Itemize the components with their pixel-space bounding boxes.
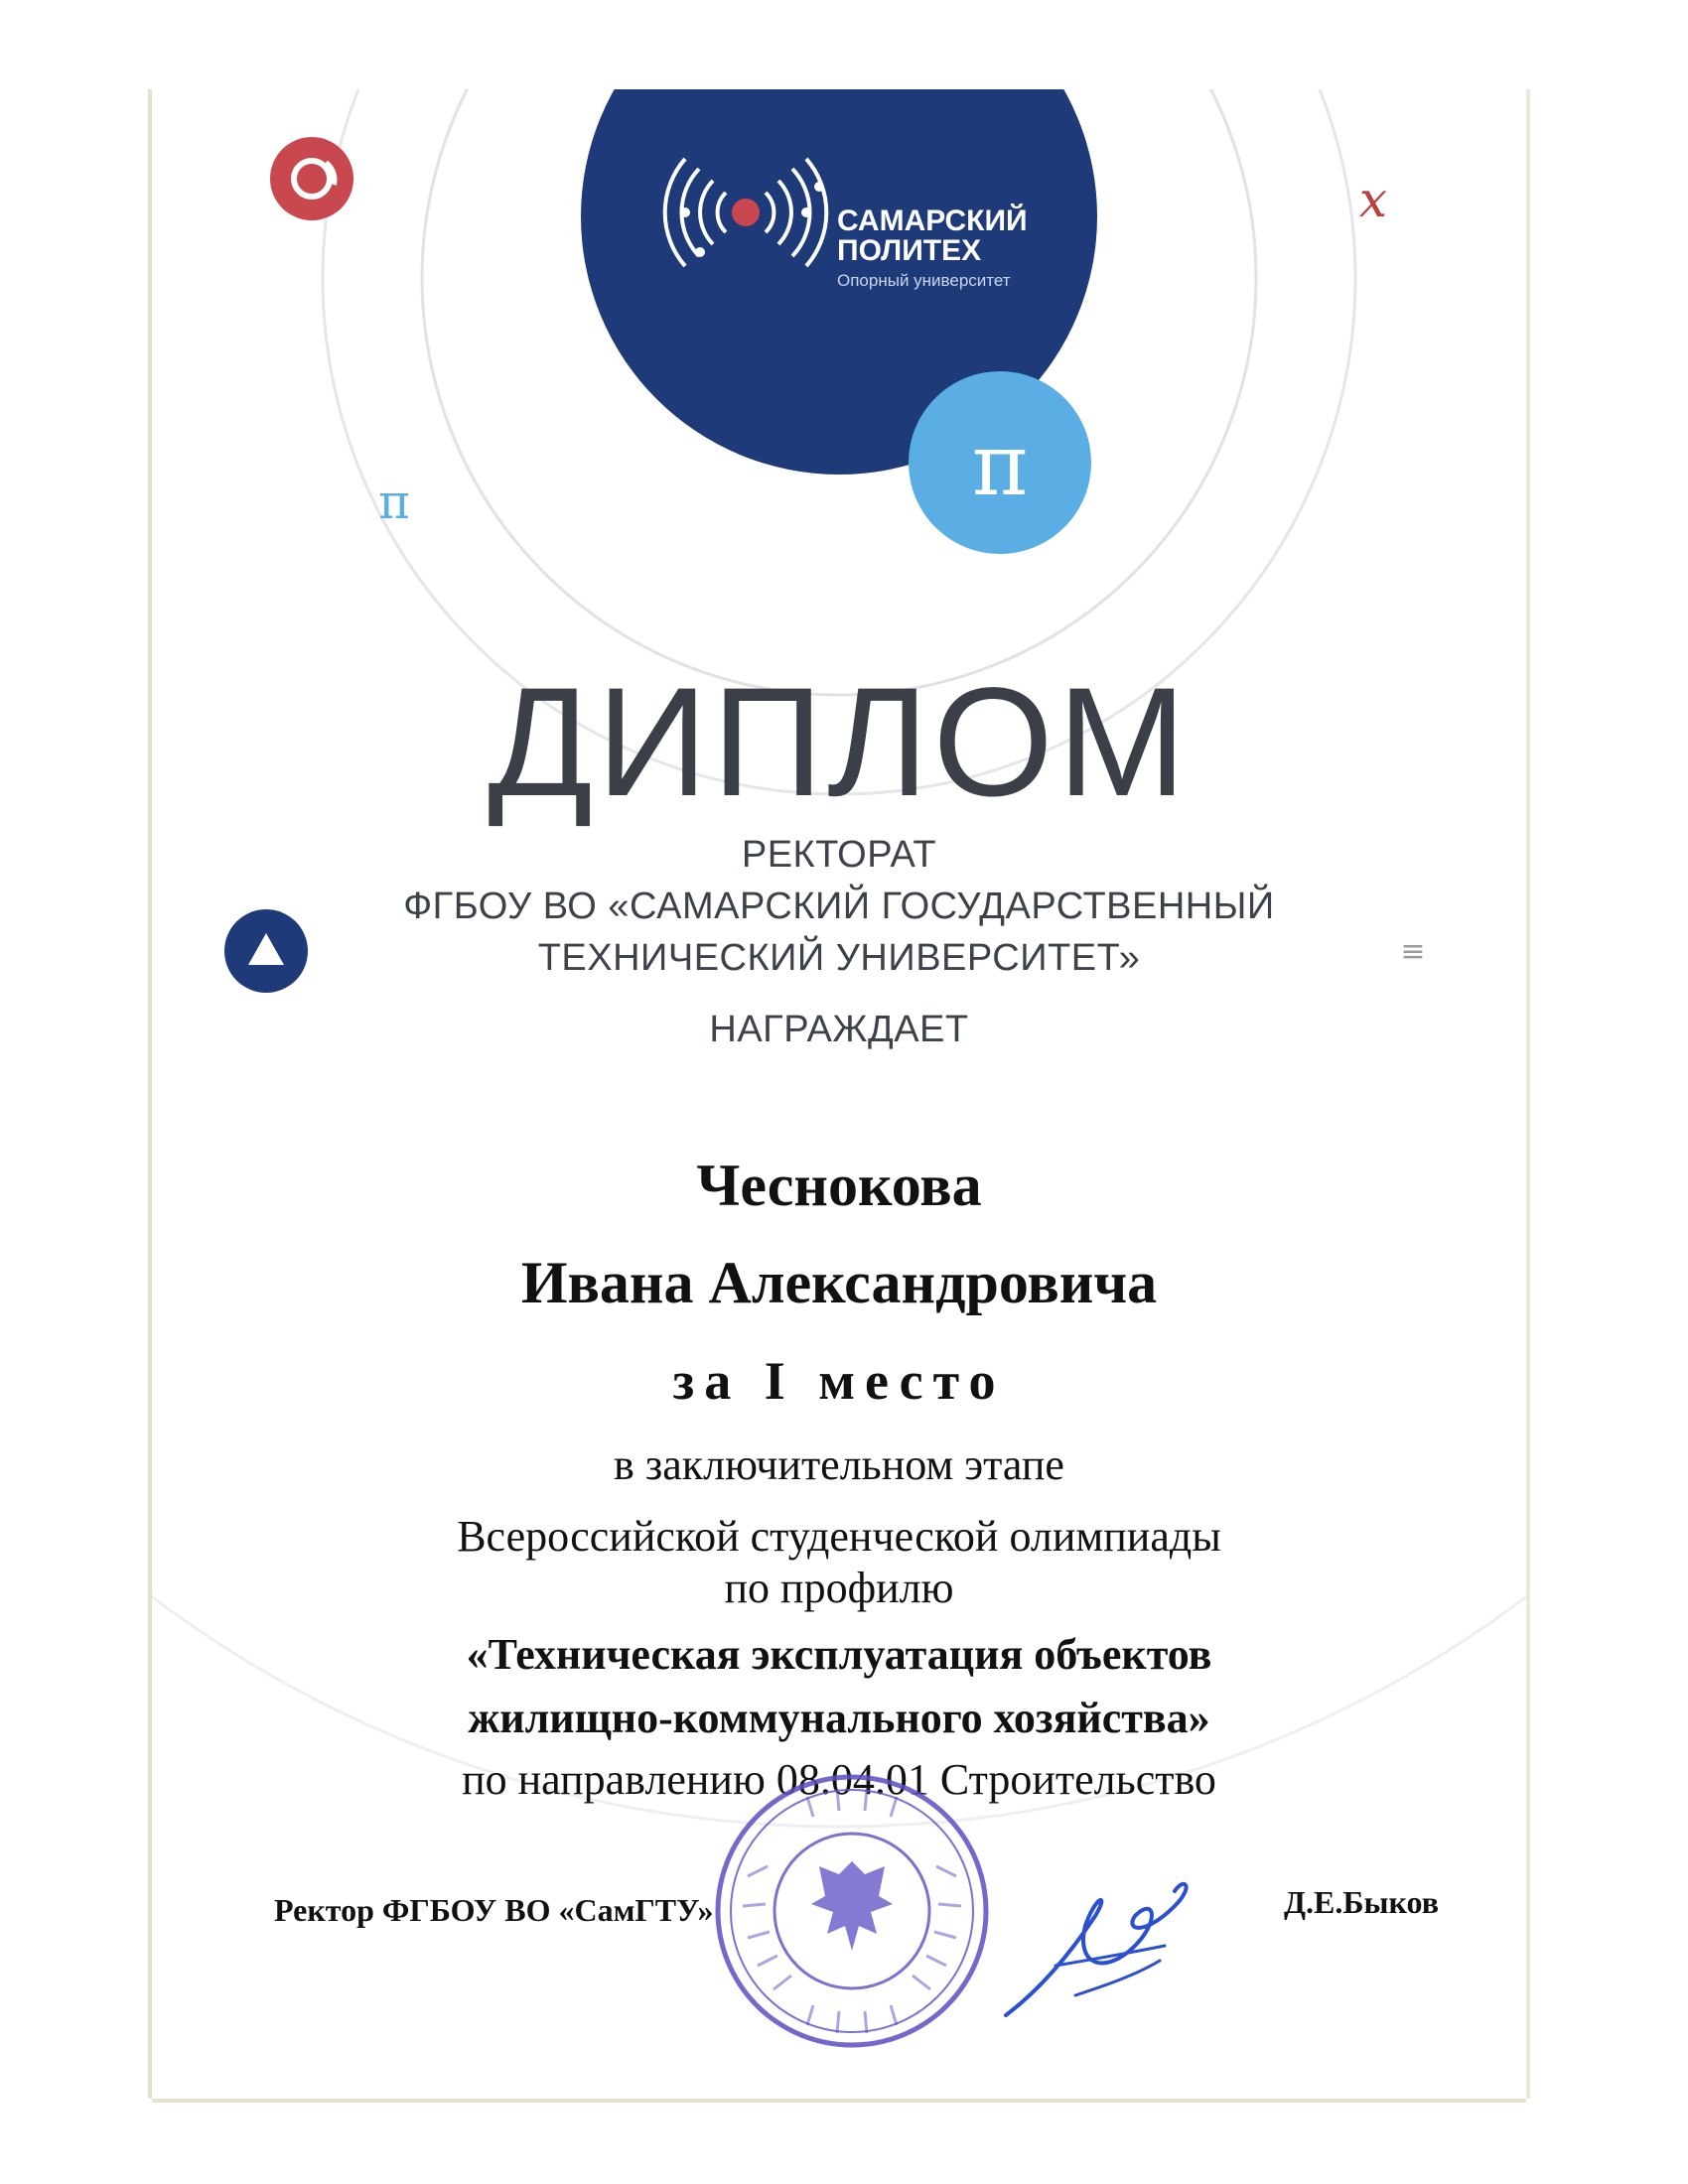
recipient-surname: Чеснокова: [696, 1153, 982, 1218]
recipient-given-names: Ивана Александровича: [520, 1250, 1158, 1315]
issuer-block: [152, 829, 1526, 1055]
logo-tagline: Опорный университет: [837, 271, 1011, 290]
award-place: за I место: [672, 1351, 1006, 1411]
issuer-line-1: РЕКТОРАТ: [741, 834, 937, 876]
eagle-emblem-icon: [811, 1861, 893, 1951]
profile-line-2: жилищно-коммунального хозяйства»: [468, 1694, 1210, 1742]
stage-line: в заключительном этапе: [614, 1440, 1064, 1489]
diploma-title: ДИПЛОМ: [488, 656, 1191, 829]
rector-position: Ректор ФГБОУ ВО «СамГТУ»: [274, 1892, 714, 1928]
red-orbit-icon: [270, 137, 353, 220]
logo-line1: САМАРСКИЙ: [837, 205, 1028, 237]
profile-intro-line: по профилю: [724, 1564, 954, 1612]
pi-small-symbol: π: [378, 475, 410, 530]
pi-large-symbol: π: [971, 416, 1029, 515]
issuer-line-4: НАГРАЖДАЕТ: [709, 1009, 969, 1050]
equiv-symbol: ≡: [1400, 934, 1426, 969]
issuer-line-2: ФГБОУ ВО «САМАРСКИЙ ГОСУДАРСТВЕННЫЙ: [403, 886, 1275, 927]
official-stamp: [708, 1767, 996, 2055]
profile-line-1: «Техническая эксплуатация объектов: [466, 1630, 1212, 1679]
x-symbol: x: [1358, 171, 1388, 228]
diploma-page: [152, 89, 1526, 2099]
olympiad-line: Всероссийской студенческой олимпиады: [457, 1512, 1221, 1561]
rector-signature: [986, 1837, 1234, 2035]
issuer-line-3: ТЕХНИЧЕСКИЙ УНИВЕРСИТЕТ»: [537, 937, 1141, 979]
logo-line2: ПОЛИТЕХ: [837, 234, 982, 267]
rector-name: Д.Е.Быков: [1284, 1884, 1439, 1920]
direction-line: по направлению 08.04.01 Строительство: [462, 1755, 1216, 1804]
